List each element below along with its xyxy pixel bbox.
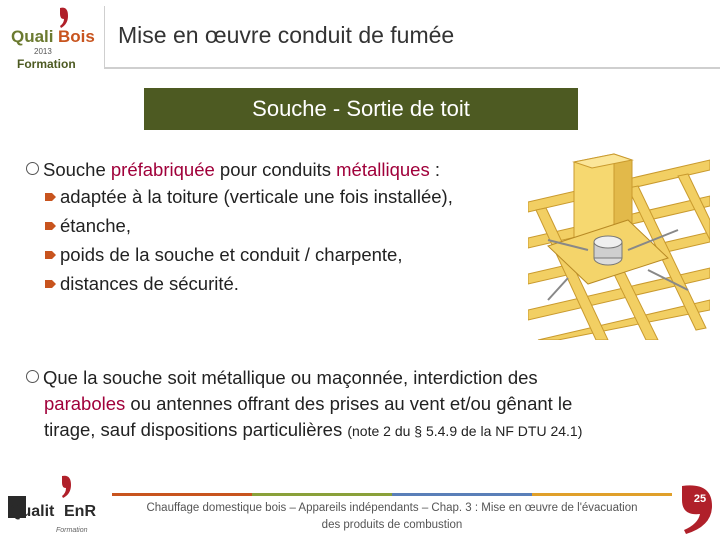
bullet-continuation: tirage, sauf dispositions particulières (note 2 du § 5.4.9 de la NF DTU 24.1) [44,419,583,440]
rule-segment [112,493,252,496]
arrow-bullet-icon [44,249,58,261]
arrow-bullet-icon [44,191,58,203]
footer-caption: Chauffage domestique bois – Appareils indépendants – Chap. 3 : Mise en œuvre de l'évacuation des produits de combustion [146,502,638,531]
bullet-antenna-rule [26,365,706,444]
sub-bullet: distances de sécurité. [44,269,453,298]
svg-text:Quali: Quali [11,27,54,46]
svg-text:Qualit: Qualit [9,503,55,520]
header-title: Mise en œuvre conduit de fumée [118,22,455,48]
qualitenr-logo [6,472,104,536]
circle-bullet-icon [26,162,39,175]
roof-chimney-illustration [528,150,710,340]
page-number-badge-icon [678,484,716,536]
rule-segment [532,493,672,496]
qualibois-logo [4,4,104,70]
emphasis-text: préfabriquée [110,159,215,180]
bullet-continuation: paraboles ou antennes offrant des prises au vent et/ou gênant le [44,393,573,414]
svg-text:Formation: Formation [56,527,88,534]
svg-text:Bois: Bois [58,27,95,46]
header-divider [104,6,105,68]
footer-color-rule [112,493,672,496]
rule-segment [392,493,532,496]
bullet-line: Que la souche soit métallique ou maçonnée, interdiction des [26,365,706,391]
bullet-line: Souche préfabriquée pour conduits métalliques : [26,158,453,182]
arrow-bullet-icon [44,220,58,232]
emphasis-text: paraboles [44,393,126,414]
svg-text:2013: 2013 [34,47,52,56]
sub-bullet-list [44,182,453,298]
svg-text:EnR: EnR [64,503,96,520]
sub-bullet: poids de la souche et conduit / charpente, [44,240,453,269]
sub-bullet: étanche, [44,211,453,240]
header-rule [104,67,720,69]
slide-title-banner [144,88,578,130]
sub-bullet: adaptée à la toiture (verticale une fois installée), [44,182,453,211]
arrow-bullet-icon [44,278,58,290]
rule-segment [252,493,392,496]
svg-text:Formation: Formation [17,57,76,70]
norm-reference: (note 2 du § 5.4.9 de la NF DTU 24.1) [347,423,583,439]
circle-bullet-icon [26,370,39,383]
bullet-prefab-chimney [26,158,453,298]
slide-title: Souche - Sortie de toit [252,96,470,121]
emphasis-text: métalliques [336,159,430,180]
page-number: 25 [693,493,707,505]
